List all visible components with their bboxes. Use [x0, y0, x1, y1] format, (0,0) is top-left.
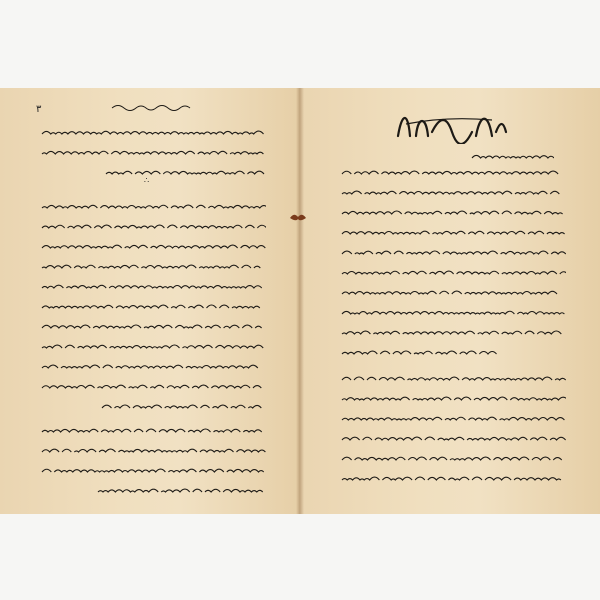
left-text-line: [40, 302, 266, 313]
page-number: ٣: [36, 104, 42, 115]
section-separator: ∴: [144, 176, 153, 185]
left-text-line: [40, 242, 266, 253]
right-text-line: [340, 394, 566, 405]
right-text-line: [340, 474, 566, 485]
right-text-line: [340, 288, 566, 299]
left-text-line: [40, 222, 266, 233]
right-text-line: [340, 454, 566, 465]
left-page: [0, 88, 300, 514]
right-text-line: [340, 374, 566, 385]
left-text-line: [40, 446, 266, 457]
right-text-line: [340, 268, 566, 279]
left-text-line: [40, 342, 266, 353]
left-text-line: [40, 202, 266, 213]
right-text-line: [340, 208, 566, 219]
left-text-line: [40, 426, 266, 437]
right-text-line: [340, 188, 566, 199]
running-header: [110, 102, 200, 112]
right-text-line: [340, 308, 566, 319]
left-text-line: [40, 382, 266, 393]
right-text-line: [340, 348, 500, 359]
left-text-line: [40, 282, 266, 293]
right-text-line: [340, 434, 566, 445]
right-text-line: [340, 228, 566, 239]
left-text-line: [40, 128, 266, 139]
right-text-line: [340, 328, 566, 339]
right-page: [300, 88, 600, 514]
left-text-line: [96, 486, 266, 497]
ornament-icon: [288, 210, 308, 224]
left-text-line: [40, 466, 266, 477]
right-text-line: [470, 152, 554, 163]
left-text-line: [40, 322, 266, 333]
left-text-line: [104, 168, 266, 179]
right-text-line: [340, 414, 566, 425]
open-book-spread: [0, 88, 600, 514]
right-text-line: [340, 248, 566, 259]
calligraphic-title: [392, 102, 510, 144]
book-gutter: [296, 88, 304, 514]
left-text-line: [100, 402, 266, 413]
left-text-line: [40, 262, 266, 273]
left-text-line: [40, 362, 266, 373]
left-text-line: [40, 148, 266, 159]
right-text-line: [340, 168, 566, 179]
